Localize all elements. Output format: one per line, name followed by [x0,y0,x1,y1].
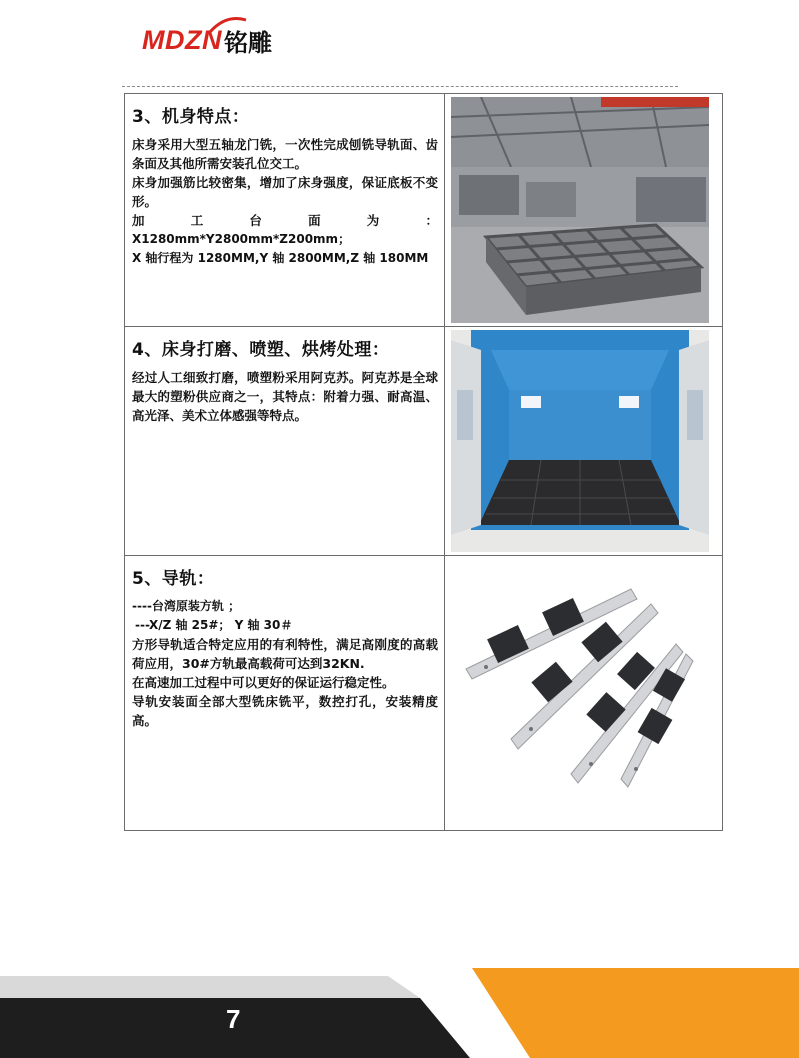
table-row [125,327,723,556]
spread-word: 为 [366,213,380,228]
spread-word: 台 [249,213,262,228]
text-cell [125,327,445,556]
text-cell [125,556,445,831]
table-row [125,556,723,831]
spread-word: ： [425,213,438,228]
paragraph: 导轨安装面全部大型铣床铣平，数控打孔，安装精度高。 [132,694,438,728]
spread-word: 工 [190,213,204,228]
logo-chinese-text: 铭雕 [223,28,272,57]
image-cell [445,556,723,831]
company-logo [142,22,272,58]
spread-line [132,211,438,230]
linear-guide-photo [451,559,709,795]
logo-swoosh-icon [208,16,248,36]
sub-line: ----台湾原装方轨 ； [132,599,241,613]
section-title: 3、机身特点： [132,107,250,127]
text-cell [125,94,445,327]
paragraph: 经过人工细致打磨，喷塑粉采用阿克苏。阿克苏是全球最大的塑粉供应商之一，其特点：附着力强、耐高温、高光泽、美术立体感强等特点。 [132,370,438,423]
paragraph: 床身采用大型五轴龙门铣，一次性完成刨铣导轨面、齿条面及其他所需安装孔位交工。 [132,137,438,171]
footer-band [0,968,799,1058]
table-row [125,94,723,327]
image-cell [445,327,723,556]
paragraph: 在高速加工过程中可以更好的保证运行稳定性。 [132,675,395,690]
paragraph: 床身加强筋比较密集，增加了床身强度，保证底板不变形。 [132,175,438,209]
paragraph: 方形导轨适合特定应用的有利特性，满足高刚度的高载荷应用，30#方轨最高载荷可达到32KN. [132,637,438,671]
spec-line: X1280mm*Y2800mm*Z200mm； [132,232,351,246]
feature-table [124,93,723,831]
spread-word: 加 [132,213,145,228]
section-title: 4、床身打磨、喷塑、烘烤处理： [132,340,390,360]
machine-bed-photo [451,97,709,323]
section-title: 5、导轨： [132,569,215,589]
spray-booth-photo [451,330,709,552]
sub-line: ---X/Z 轴 25#； Y 轴 30＃ [135,618,293,632]
spread-word: 面 [308,213,321,228]
page-number: 7 [226,1004,241,1034]
image-cell [445,94,723,327]
header-divider [122,86,678,87]
logo-latin-text: MDZN [142,24,222,55]
spec-line: X 轴行程为 1280MM,Y 轴 2800MM,Z 轴 180MM [132,251,429,265]
